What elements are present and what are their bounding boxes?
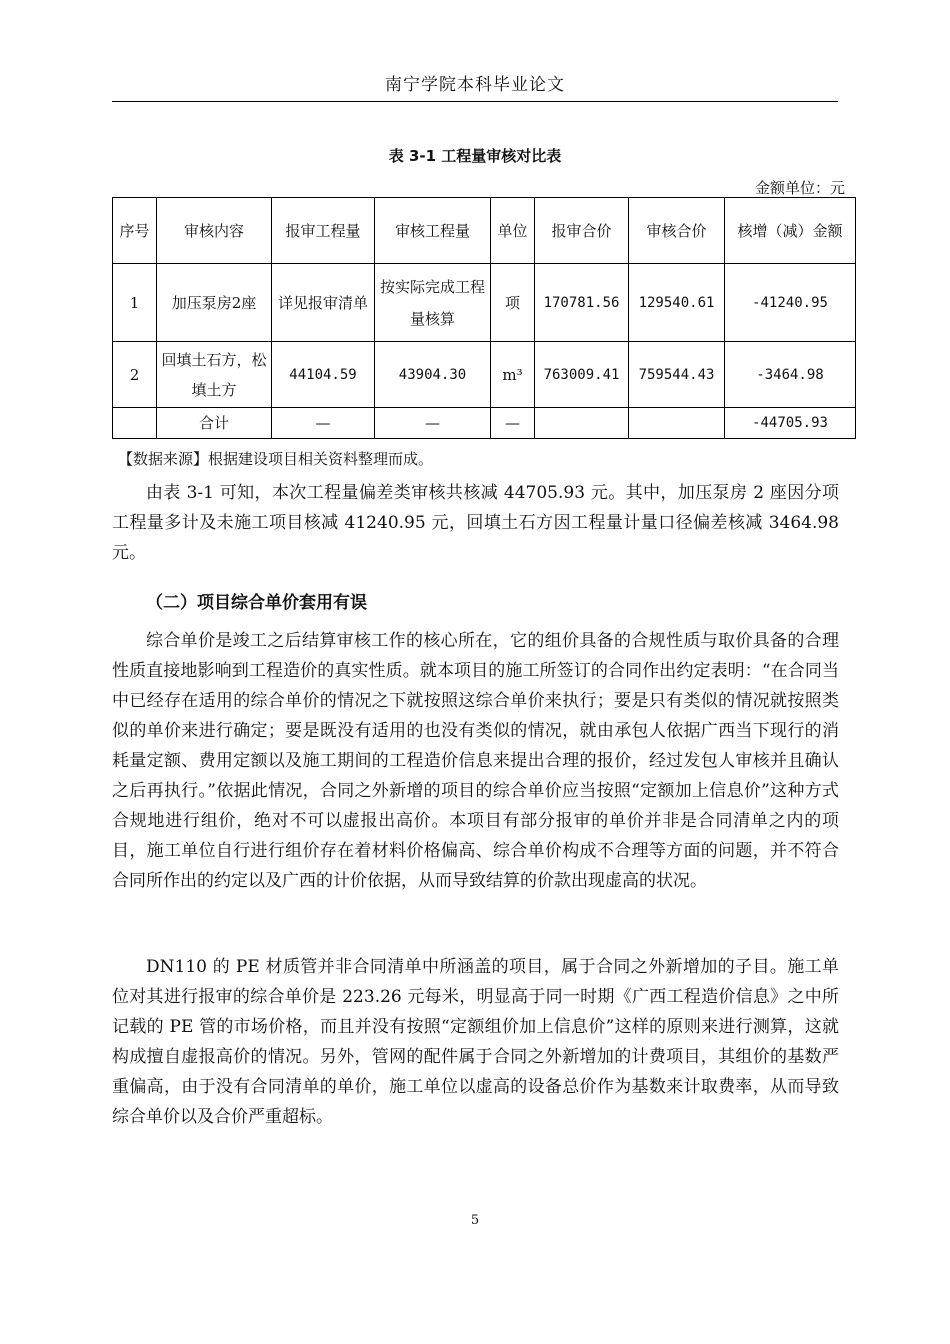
- body-paragraph: DN110 的 PE 材质管并非合同清单中所涵盖的项目，属于合同之外新增加的子目。施工单位对其进行报审的综合单价是 223.26 元每米，明显高于同一时期《广西工程造价信息》之中所记载的 PE 管的市场价格，而且并没有按照“定额组价加上信息价”这样的原则来进行测算，这就构成擅自虚报高价的情况。另外，管网的配件属于合同之外新增加的计费项目，其组价的基数严重偏高，由于没有合同清单的单价，施工单位以虚高的设备总价作为基数来计取费率，从而导致综合单价以及合价严重超标。: [112, 957, 839, 1127]
- table-cell: —: [491, 408, 535, 439]
- table-cell: 详见报审清单: [272, 264, 375, 342]
- table-cell: -41240.95: [725, 264, 856, 342]
- column-header: 审核合价: [629, 198, 725, 264]
- table-cell: 170781.56: [535, 264, 629, 342]
- table-cell: —: [272, 408, 375, 439]
- table-total-row: [113, 408, 856, 439]
- column-header: 报审合价: [535, 198, 629, 264]
- unit-note: 金额单位：元: [754, 179, 845, 197]
- table-cell: -3464.98: [725, 342, 856, 408]
- column-header: 审核工程量: [375, 198, 491, 264]
- table-cell: 129540.61: [629, 264, 725, 342]
- table-row: [113, 342, 856, 408]
- table-header-row: [113, 198, 856, 264]
- table-caption: 表 3-1 工程量审核对比表: [388, 147, 562, 165]
- table-cell: 按实际完成工程量核算: [375, 264, 491, 342]
- column-header: 序号: [113, 198, 157, 264]
- column-header: 单位: [491, 198, 535, 264]
- table-cell: 43904.30: [375, 342, 491, 408]
- table-cell: 2: [113, 342, 157, 408]
- table-cell: m³: [491, 342, 535, 408]
- column-header: 核增（减）金额: [725, 198, 856, 264]
- table-cell: [113, 408, 157, 439]
- section-heading: （二）项目综合单价套用有误: [146, 593, 367, 613]
- table-cell: 回填土石方，松填土方: [157, 342, 272, 408]
- table-source-note: 【数据来源】根据建设项目相关资料整理而成。: [118, 450, 434, 468]
- table-cell: [535, 408, 629, 439]
- table-cell: [629, 408, 725, 439]
- column-header: 审核内容: [157, 198, 272, 264]
- table-cell: 1: [113, 264, 157, 342]
- table-cell: 759544.43: [629, 342, 725, 408]
- table-cell: 加压泵房2座: [157, 264, 272, 342]
- body-paragraph: 由表 3-1 可知，本次工程量偏差类审核共核减 44705.93 元。其中，加压泵房 2 座因分项工程量多计及未施工项目核减 41240.95 元，回填土石方因工程量计量口径偏差核减 3464.98 元。: [112, 483, 839, 563]
- running-header: 南宁学院本科毕业论文: [112, 70, 838, 102]
- table-cell: 合计: [157, 408, 272, 439]
- table-cell: 44104.59: [272, 342, 375, 408]
- table-cell: 项: [491, 264, 535, 342]
- audit-comparison-table: [112, 197, 856, 439]
- column-header: 报审工程量: [272, 198, 375, 264]
- table-cell: —: [375, 408, 491, 439]
- table-cell: 763009.41: [535, 342, 629, 408]
- table-cell: -44705.93: [725, 408, 856, 439]
- table-row: [113, 264, 856, 342]
- page-number: 5: [470, 1213, 480, 1228]
- body-paragraph: 综合单价是竣工之后结算审核工作的核心所在，它的组价具备的合规性质与取价具备的合理性质直接地影响到工程造价的真实性质。就本项目的施工所签订的合同作出约定表明：“在合同当中已经存在适用的综合单价的情况之下就按照这综合单价来执行；要是只有类似的情况就按照类似的单价来进行确定；要是既没有适用的也没有类似的情况，就由承包人依据广西当下现行的消耗量定额、费用定额以及施工期间的工程造价信息来提出合理的报价，经过发包人审核并且确认之后再执行。”依据此情况，合同之外新增的项目的综合单价应当按照“定额加上信息价”这种方式合规地进行组价，绝对不可以虚报出高价。本项目有部分报审的单价并非是合同清单之内的项目，施工单位自行进行组价存在着材料价格偏高、综合单价构成不合理等方面的问题，并不符合合同所作出的约定以及广西的计价依据，从而导致结算的价款出现虚高的状况。: [112, 631, 839, 891]
